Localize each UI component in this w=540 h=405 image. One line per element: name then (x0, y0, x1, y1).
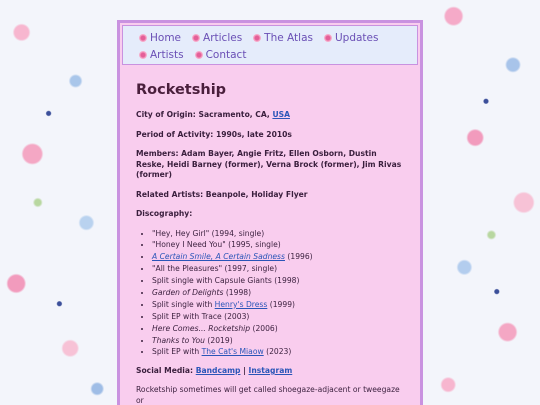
top-nav (122, 25, 418, 65)
flower-icon (324, 34, 332, 42)
nav-contact[interactable]: Contact (195, 48, 247, 62)
flower-icon (139, 51, 147, 59)
list-item: • A Certain Smile, A Certain Sadness (1996) (152, 252, 404, 263)
list-item: • "All the Pleasures" (1997, single) (152, 264, 404, 275)
flower-icon (253, 34, 261, 42)
album-link[interactable]: A Certain Smile, A Certain Sadness (152, 252, 285, 262)
origin-field: City of Origin: Sacramento, CA, USA (136, 110, 290, 119)
intro-paragraph: Rocketship sometimes will get called shoegaze-adjacent or tweegaze or (136, 385, 400, 405)
list-item: • Split single with Henry's Dress (1999) (152, 300, 404, 311)
list-item: • "Hey, Hey Girl" (1994, single) (152, 229, 404, 240)
nav-articles[interactable]: Articles (192, 31, 242, 45)
list-item: • "Honey I Need You" (1995, single) (152, 240, 404, 251)
flower-icon (195, 51, 203, 59)
discography-heading: Discography: (136, 209, 193, 218)
nav-artists[interactable]: Artists (139, 48, 184, 62)
list-item: • Garden of Delights (1998) (152, 288, 404, 299)
flower-icon (192, 34, 200, 42)
page-title: Rocketship (136, 82, 227, 98)
list-item: • Split single with Capsule Giants (1998) (152, 276, 404, 287)
nav-updates[interactable]: Updates (324, 31, 379, 45)
members-field: Members: Adam Bayer, Angie Fritz, Ellen Osborn, Dustin Reske, Heidi Barney (former), Verna Brock (former), Jim Rivas (former) (136, 149, 402, 179)
list-item: • Split EP with The Cat's Miaow (2023) (152, 347, 404, 358)
bandcamp-link[interactable]: Bandcamp (195, 365, 241, 375)
article-content (120, 67, 420, 405)
list-item: • Split EP with Trace (2003) (152, 312, 404, 323)
flower-icon (139, 34, 147, 42)
social-media-field: Social Media: Bandcamp | Instagram (136, 365, 293, 375)
list-item: • Thanks to You (2019) (152, 336, 404, 347)
period-field: Period of Activity: 1990s, late 2010s (136, 129, 292, 139)
nav-the-atlas[interactable]: The Atlas (253, 31, 313, 45)
henrys-dress-link[interactable]: Henry's Dress (214, 299, 268, 309)
main-frame (117, 20, 423, 405)
list-item: • Here Comes... Rocketship (2006) (152, 324, 404, 335)
instagram-link[interactable]: Instagram (248, 365, 293, 375)
related-artists-field: Related Artists: Beanpole, Holiday Flyer (136, 189, 308, 199)
discography-list (136, 229, 404, 358)
cats-miaow-link[interactable]: The Cat's Miaow (201, 347, 264, 357)
nav-home[interactable]: Home (139, 31, 181, 45)
usa-link[interactable]: USA (272, 110, 290, 119)
